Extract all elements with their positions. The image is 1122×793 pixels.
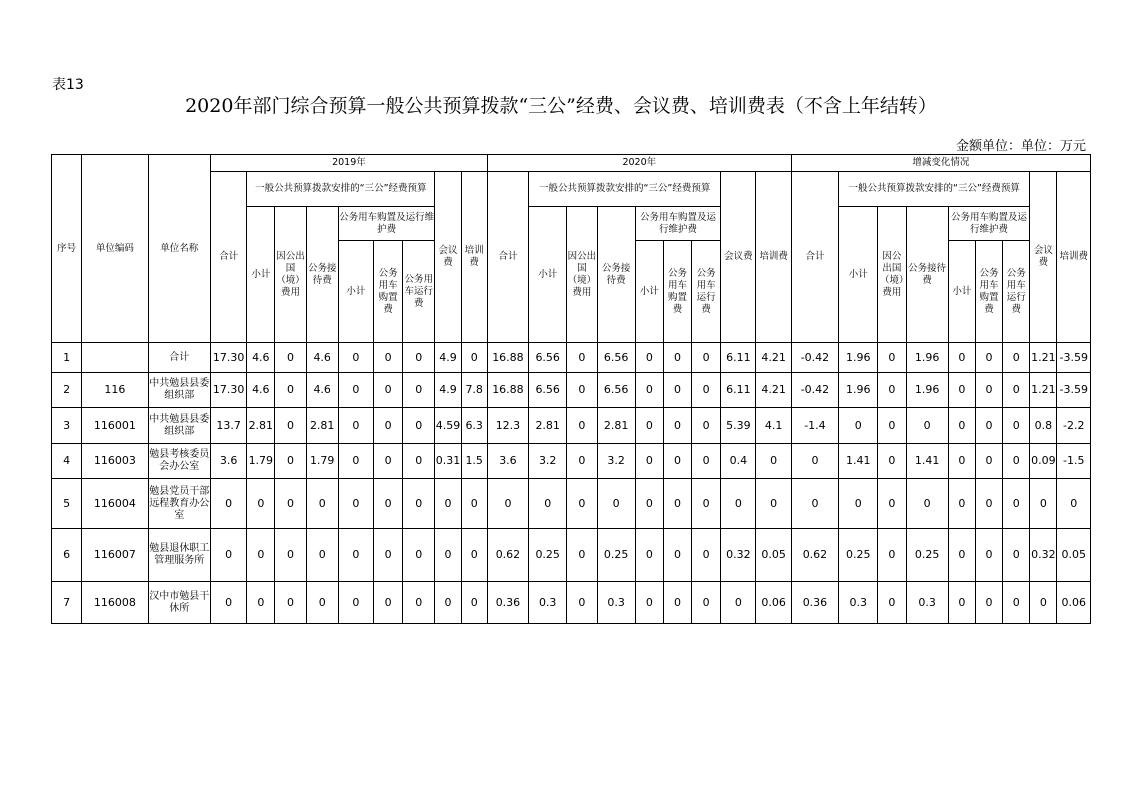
row-value-cell: 0: [663, 582, 691, 624]
row-value-cell: 0: [635, 373, 663, 408]
row-unit-name: 中共勉县县委组织部: [148, 373, 210, 408]
row-value-cell: 0: [338, 343, 373, 373]
header-2020-training: 培训费: [756, 172, 791, 343]
row-value-cell: 0: [975, 479, 1002, 529]
row-unit-code: 116007: [82, 529, 148, 582]
row-value-cell: 0: [338, 444, 373, 479]
row-value-cell: 0.05: [756, 529, 791, 582]
header-change-total: 合计: [791, 172, 838, 343]
header-change: 增减变化情况: [791, 155, 1090, 172]
row-value-cell: 4.21: [756, 343, 791, 373]
row-value-cell: 0: [756, 479, 791, 529]
row-value-cell: -1.5: [1057, 444, 1091, 479]
header-change-vehicle-subtotal: 小计: [948, 241, 975, 343]
header-change-reception: 公务接待费: [906, 207, 948, 343]
row-value-cell: 0: [275, 444, 306, 479]
header-2019-subtotal: 小计: [247, 207, 275, 343]
row-value-cell: 0: [338, 582, 373, 624]
row-value-cell: 0: [461, 343, 487, 373]
row-value-cell: 0: [247, 529, 275, 582]
row-value-cell: 0.25: [839, 529, 878, 582]
row-value-cell: -0.42: [791, 343, 838, 373]
row-value-cell: 1.96: [906, 343, 948, 373]
row-value-cell: 0.09: [1030, 444, 1057, 479]
row-value-cell: 0: [975, 408, 1002, 444]
row-value-cell: 0.3: [906, 582, 948, 624]
row-value-cell: 0: [948, 408, 975, 444]
row-value-cell: 6.56: [529, 373, 567, 408]
row-value-cell: 0: [211, 529, 247, 582]
row-value-cell: 0: [403, 343, 435, 373]
header-2020-abroad: 因公出国（境）费用: [567, 207, 597, 343]
row-unit-code: 116: [82, 373, 148, 408]
row-value-cell: 0: [839, 479, 878, 529]
row-value-cell: 0: [374, 529, 403, 582]
row-value-cell: 0: [791, 479, 838, 529]
header-2020-vehicle-subtotal: 小计: [635, 241, 663, 343]
header-2019-training: 培训费: [461, 172, 487, 343]
row-value-cell: 0: [692, 479, 721, 529]
header-unit-code: 单位编码: [82, 155, 148, 343]
row-value-cell: 0: [975, 582, 1002, 624]
header-2019-meeting: 会议费: [435, 172, 461, 343]
row-value-cell: 0: [374, 343, 403, 373]
row-value-cell: 0: [275, 582, 306, 624]
row-value-cell: 17.30: [211, 343, 247, 373]
table-row: [52, 479, 1091, 529]
table-row: [52, 373, 1091, 408]
row-value-cell: 0: [247, 582, 275, 624]
header-change-vehicle-purchase: 公务用车购置费: [975, 241, 1002, 343]
row-value-cell: 6.56: [529, 343, 567, 373]
row-value-cell: 4.9: [435, 373, 461, 408]
table-body: [52, 343, 1091, 624]
row-value-cell: 0: [1057, 479, 1091, 529]
row-value-cell: 0: [1003, 479, 1030, 529]
header-year-2020: 2020年: [487, 155, 791, 172]
row-value-cell: 2.81: [306, 408, 338, 444]
header-change-meeting: 会议费: [1030, 172, 1057, 343]
row-value-cell: 0: [403, 444, 435, 479]
row-value-cell: 0: [906, 479, 948, 529]
header-2020-subtotal: 小计: [529, 207, 567, 343]
row-value-cell: 0: [403, 373, 435, 408]
budget-table: [51, 154, 1091, 624]
row-value-cell: 0: [635, 582, 663, 624]
row-unit-code: 116004: [82, 479, 148, 529]
row-value-cell: 0: [567, 408, 597, 444]
row-value-cell: 0.32: [1030, 529, 1057, 582]
row-value-cell: 0: [211, 582, 247, 624]
row-value-cell: 0: [275, 373, 306, 408]
row-value-cell: 0: [948, 373, 975, 408]
row-value-cell: 0: [878, 582, 906, 624]
header-change-abroad: 因公出国（境）费用: [878, 207, 906, 343]
row-value-cell: 0: [338, 529, 373, 582]
row-value-cell: 0: [403, 479, 435, 529]
row-value-cell: 0: [567, 343, 597, 373]
row-value-cell: 0: [403, 408, 435, 444]
row-value-cell: 0: [403, 529, 435, 582]
row-value-cell: 0: [306, 582, 338, 624]
header-2020-total: 合计: [487, 172, 528, 343]
row-value-cell: 0: [663, 408, 691, 444]
row-seq: 5: [52, 479, 82, 529]
row-value-cell: 0.25: [906, 529, 948, 582]
header-2019-vehicle-operation: 公务用车运行费: [403, 241, 435, 343]
row-value-cell: 0: [906, 408, 948, 444]
row-value-cell: 0: [435, 582, 461, 624]
header-2019-total: 合计: [211, 172, 247, 343]
row-value-cell: 0.36: [791, 582, 838, 624]
row-value-cell: 0.62: [791, 529, 838, 582]
header-2019-three-public: 一般公共预算拨款安排的“三公”经费预算: [247, 172, 435, 207]
row-value-cell: 3.2: [597, 444, 635, 479]
row-value-cell: 0: [635, 529, 663, 582]
table-row: [52, 582, 1091, 624]
row-unit-name: 勉县考核委员会办公室: [148, 444, 210, 479]
header-change-subtotal: 小计: [839, 207, 878, 343]
header-year-2019: 2019年: [211, 155, 488, 172]
header-2019-vehicle: 公务用车购置及运行维护费: [338, 207, 435, 241]
row-value-cell: 0: [306, 529, 338, 582]
row-value-cell: 0: [1003, 529, 1030, 582]
row-value-cell: 1.21: [1030, 343, 1057, 373]
row-value-cell: 0: [878, 343, 906, 373]
row-value-cell: 3.2: [529, 444, 567, 479]
row-value-cell: 0: [275, 479, 306, 529]
row-value-cell: 0: [948, 529, 975, 582]
amount-unit-label: 金额单位：单位：万元: [955, 139, 1086, 154]
row-value-cell: 0: [878, 444, 906, 479]
page-title: 2020年部门综合预算一般公共预算拨款“三公”经费、会议费、培训费表（不含上年结转）: [185, 95, 937, 117]
row-seq: 7: [52, 582, 82, 624]
row-value-cell: 0: [1003, 408, 1030, 444]
row-value-cell: 0: [374, 582, 403, 624]
row-value-cell: 0: [597, 479, 635, 529]
row-unit-name: 勉县党员干部远程教育办公室: [148, 479, 210, 529]
header-2020-meeting: 会议费: [721, 172, 756, 343]
row-value-cell: 0.36: [487, 582, 528, 624]
row-value-cell: 0: [721, 479, 756, 529]
row-value-cell: 4.6: [306, 373, 338, 408]
row-value-cell: 0.8: [1030, 408, 1057, 444]
row-value-cell: -3.59: [1057, 373, 1091, 408]
row-value-cell: 0: [975, 373, 1002, 408]
row-value-cell: 0: [692, 343, 721, 373]
header-change-vehicle: 公务用车购置及运行维护费: [948, 207, 1030, 241]
row-unit-code: 116003: [82, 444, 148, 479]
row-value-cell: 0.4: [721, 444, 756, 479]
row-value-cell: 0: [461, 529, 487, 582]
row-unit-name: 汉中市勉县干休所: [148, 582, 210, 624]
row-value-cell: 0: [948, 343, 975, 373]
row-value-cell: 0: [275, 408, 306, 444]
row-value-cell: 0: [975, 529, 1002, 582]
header-2019-abroad: 因公出国（境）费用: [275, 207, 306, 343]
row-value-cell: 0.3: [839, 582, 878, 624]
row-value-cell: 0: [948, 582, 975, 624]
row-unit-name: 中共勉县县委组织部: [148, 408, 210, 444]
row-value-cell: 0: [663, 343, 691, 373]
row-value-cell: 1.79: [306, 444, 338, 479]
row-value-cell: 13.7: [211, 408, 247, 444]
header-2019-vehicle-subtotal: 小计: [338, 241, 373, 343]
row-value-cell: 0.25: [529, 529, 567, 582]
row-value-cell: 0: [1003, 343, 1030, 373]
row-value-cell: 0: [567, 529, 597, 582]
row-value-cell: 16.88: [487, 373, 528, 408]
row-value-cell: 0: [275, 343, 306, 373]
row-value-cell: 0.31: [435, 444, 461, 479]
table-row: [52, 444, 1091, 479]
row-value-cell: 0: [1030, 582, 1057, 624]
header-change-vehicle-operation: 公务用车运行费: [1003, 241, 1030, 343]
row-value-cell: 4.6: [247, 373, 275, 408]
table-number: 表13: [52, 77, 84, 93]
row-unit-code: 116008: [82, 582, 148, 624]
row-value-cell: 0: [975, 444, 1002, 479]
row-value-cell: 0: [461, 479, 487, 529]
row-value-cell: 0: [878, 408, 906, 444]
header-change-training: 培训费: [1057, 172, 1091, 343]
row-value-cell: 0.62: [487, 529, 528, 582]
row-value-cell: 1.41: [906, 444, 948, 479]
row-value-cell: 0.32: [721, 529, 756, 582]
row-value-cell: 0: [635, 408, 663, 444]
row-value-cell: 1.96: [906, 373, 948, 408]
row-unit-code: [82, 343, 148, 373]
row-value-cell: 0: [1003, 444, 1030, 479]
row-value-cell: 0: [756, 444, 791, 479]
row-value-cell: 0: [692, 373, 721, 408]
row-value-cell: 17.30: [211, 373, 247, 408]
row-value-cell: 0: [878, 373, 906, 408]
row-value-cell: 0: [692, 582, 721, 624]
row-value-cell: 0: [338, 373, 373, 408]
row-value-cell: 0: [635, 343, 663, 373]
row-value-cell: 4.59: [435, 408, 461, 444]
row-value-cell: 0: [839, 408, 878, 444]
row-value-cell: 0: [461, 582, 487, 624]
row-value-cell: 0: [1003, 582, 1030, 624]
row-value-cell: 0: [948, 479, 975, 529]
row-seq: 1: [52, 343, 82, 373]
row-value-cell: -3.59: [1057, 343, 1091, 373]
row-value-cell: 1.21: [1030, 373, 1057, 408]
row-value-cell: 0: [663, 373, 691, 408]
row-value-cell: 0: [948, 444, 975, 479]
row-value-cell: 6.11: [721, 373, 756, 408]
row-value-cell: 0: [529, 479, 567, 529]
header-change-three-public: 一般公共预算拨款安排的“三公”经费预算: [839, 172, 1030, 207]
row-value-cell: 0: [975, 343, 1002, 373]
row-value-cell: 0: [692, 444, 721, 479]
row-value-cell: 4.1: [756, 408, 791, 444]
header-unit-name: 单位名称: [148, 155, 210, 343]
row-seq: 4: [52, 444, 82, 479]
row-value-cell: 0: [1003, 373, 1030, 408]
row-value-cell: 0: [435, 479, 461, 529]
row-value-cell: 0: [374, 408, 403, 444]
row-value-cell: 3.6: [211, 444, 247, 479]
row-value-cell: 0: [374, 479, 403, 529]
row-value-cell: 0: [663, 529, 691, 582]
row-value-cell: 0: [635, 479, 663, 529]
row-value-cell: 1.79: [247, 444, 275, 479]
row-value-cell: 0: [567, 582, 597, 624]
header-2020-three-public: 一般公共预算拨款安排的“三公”经费预算: [529, 172, 721, 207]
row-value-cell: 0: [791, 444, 838, 479]
header-2019-vehicle-purchase: 公务用车购置费: [374, 241, 403, 343]
row-value-cell: 0.05: [1057, 529, 1091, 582]
table-row: [52, 408, 1091, 444]
row-value-cell: 1.96: [839, 343, 878, 373]
row-value-cell: 4.6: [306, 343, 338, 373]
row-value-cell: 0: [663, 444, 691, 479]
row-value-cell: 0.06: [1057, 582, 1091, 624]
row-value-cell: 0: [487, 479, 528, 529]
row-unit-name: 勉县退休职工管理服务所: [148, 529, 210, 582]
row-value-cell: 0: [567, 373, 597, 408]
row-value-cell: 0: [1030, 479, 1057, 529]
row-value-cell: 0: [275, 529, 306, 582]
row-value-cell: -2.2: [1057, 408, 1091, 444]
row-value-cell: 0.3: [529, 582, 567, 624]
row-value-cell: 1.96: [839, 373, 878, 408]
row-value-cell: 0: [692, 408, 721, 444]
row-seq: 3: [52, 408, 82, 444]
row-value-cell: 0: [403, 582, 435, 624]
row-value-cell: 2.81: [529, 408, 567, 444]
row-value-cell: 12.3: [487, 408, 528, 444]
header-seq: 序号: [52, 155, 82, 343]
header-2020-vehicle-purchase: 公务用车购置费: [663, 241, 691, 343]
row-value-cell: 16.88: [487, 343, 528, 373]
row-value-cell: 1.5: [461, 444, 487, 479]
row-value-cell: 6.11: [721, 343, 756, 373]
row-unit-code: 116001: [82, 408, 148, 444]
row-unit-name: 合计: [148, 343, 210, 373]
row-value-cell: 0: [306, 479, 338, 529]
row-value-cell: 2.81: [597, 408, 635, 444]
row-value-cell: 0: [878, 479, 906, 529]
row-value-cell: 5.39: [721, 408, 756, 444]
row-value-cell: 0: [635, 444, 663, 479]
header-2020-reception: 公务接待费: [597, 207, 635, 343]
row-value-cell: 0: [247, 479, 275, 529]
row-value-cell: 0: [878, 529, 906, 582]
row-value-cell: 0: [692, 529, 721, 582]
row-value-cell: 3.6: [487, 444, 528, 479]
header-2020-vehicle: 公务用车购置及运行维护费: [635, 207, 721, 241]
header-2019-reception: 公务接待费: [306, 207, 338, 343]
row-value-cell: 0: [338, 408, 373, 444]
row-seq: 6: [52, 529, 82, 582]
row-seq: 2: [52, 373, 82, 408]
row-value-cell: 6.3: [461, 408, 487, 444]
row-value-cell: 0.3: [597, 582, 635, 624]
row-value-cell: 4.6: [247, 343, 275, 373]
row-value-cell: 6.56: [597, 343, 635, 373]
table-row: [52, 343, 1091, 373]
header-2020-vehicle-operation: 公务用车运行费: [692, 241, 721, 343]
row-value-cell: 0: [567, 479, 597, 529]
row-value-cell: 7.8: [461, 373, 487, 408]
row-value-cell: 0.25: [597, 529, 635, 582]
row-value-cell: 0: [374, 373, 403, 408]
row-value-cell: 2.81: [247, 408, 275, 444]
row-value-cell: -1.4: [791, 408, 838, 444]
table-row: [52, 529, 1091, 582]
row-value-cell: 0: [374, 444, 403, 479]
row-value-cell: 4.9: [435, 343, 461, 373]
row-value-cell: 0: [211, 479, 247, 529]
row-value-cell: 4.21: [756, 373, 791, 408]
row-value-cell: 0: [721, 582, 756, 624]
row-value-cell: 1.41: [839, 444, 878, 479]
row-value-cell: 0: [338, 479, 373, 529]
row-value-cell: 0: [663, 479, 691, 529]
row-value-cell: 6.56: [597, 373, 635, 408]
row-value-cell: 0: [567, 444, 597, 479]
row-value-cell: -0.42: [791, 373, 838, 408]
row-value-cell: 0: [435, 529, 461, 582]
row-value-cell: 0.06: [756, 582, 791, 624]
